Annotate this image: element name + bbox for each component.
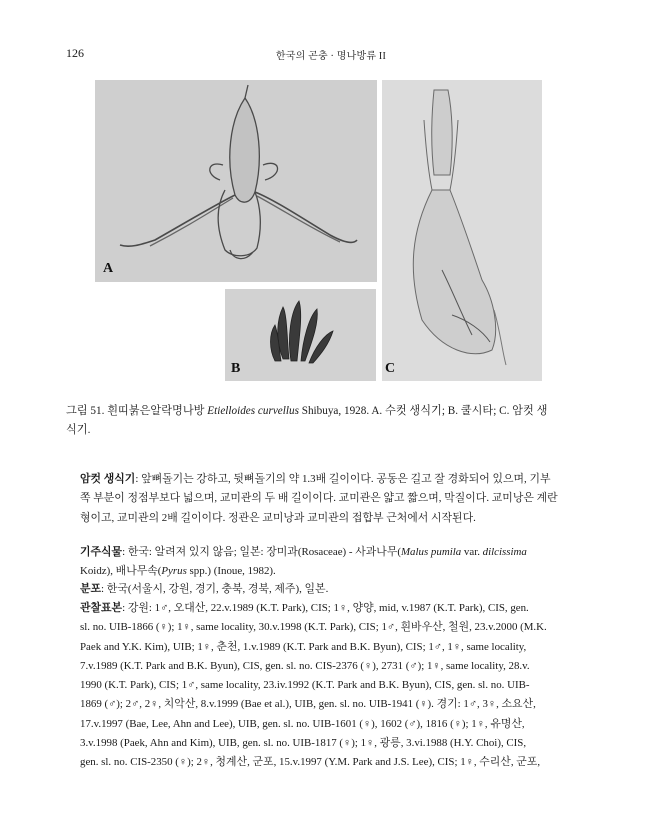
- male-genitalia-drawing: [95, 80, 377, 282]
- specimens-line-7: 17.v.1997 (Bae, Lee, Ahn and Lee), UIB, gen. sl. no. UIB-1601 (♀), 1602 (♂), 1816 (♀); 1♀, 유명산,: [80, 717, 525, 730]
- host-line-2: [66, 562, 592, 581]
- female-line-2: 쪽 부분이 정점부보다 넓으며, 교미관의 두 배 길이이다. 교미관은 얇고 짧으며, 막질이다. 교미낭은 계란: [80, 492, 558, 505]
- caption-species: Etielloides curvellus: [207, 405, 299, 417]
- female-genitalia-paragraph: [66, 470, 592, 528]
- figure-panel-a-male-genitalia: [95, 80, 377, 282]
- distribution-paragraph: [66, 580, 592, 599]
- distribution-text: : 한국(서울시, 강원, 경기, 충북, 경북, 제주), 일본.: [101, 583, 329, 595]
- figure-caption: [66, 402, 591, 440]
- specimens-line-2: sl. no. UIB-1866 (♀); 1♀, same locality, 30.v.1998 (K.T. Park), CIS; 1♂, 흰바우산, 철원, 23.v.2000 (M.K.: [80, 621, 547, 634]
- host-line1-b: var.: [461, 546, 483, 558]
- specimens-line-5: 1990 (K.T. Park), CIS; 1♂, same locality, 23.iv.1992 (K.T. Park and B.K. Byun), CIS, gen. sl. no. UIB-: [80, 679, 530, 692]
- host-line2-a: Koidz), 배나무속(: [80, 565, 162, 578]
- host-line1-a: : 한국: 알려져 있지 않음; 일본: 장미과(Rosaceae) - 사과나무(: [122, 546, 401, 558]
- specimens-line-4: 7.v.1989 (K.T. Park and B.K. Byun), CIS, gen. sl. no. CIS-2376 (♀), 2731 (♂); 1♀, same locality, 28.v.: [80, 659, 530, 672]
- caption-rest-2: 식기.: [66, 424, 91, 436]
- caption-prefix: 그림 51. 흰띠붉은알락명나방: [66, 405, 208, 417]
- host-line1-species: Malus pumila: [400, 546, 462, 558]
- figure-panel-b-culcita: [225, 289, 376, 381]
- page-number: 126: [66, 46, 84, 60]
- panel-label-b: B: [231, 361, 241, 376]
- distribution-heading: 분포: [80, 583, 102, 595]
- female-heading: 암컷 생식기: [80, 473, 136, 485]
- panel-label-c: C: [385, 361, 396, 376]
- culcita-drawing: [225, 289, 376, 381]
- specimens-line-6: 1869 (♂); 2♂, 2♀, 치악산, 8.v.1999 (Bae et al.), UIB, gen. sl. no. UIB-1941 (♀). 경기: 1♂, 3♀, 소요산,: [80, 698, 536, 711]
- specimens-line-9: gen. sl. no. CIS-2350 (♀); 2♀, 청계산, 군포, 15.v.1997 (Y.M. Park and J.S. Lee), CIS; 1♀, 수리산, 군포,: [80, 756, 541, 769]
- female-line-1: : 앞뼈돌기는 강하고, 뒷뼈돌기의 약 1.3배 길이이다. 공동은 길고 잘 경화되어 있으며, 기부: [135, 473, 551, 485]
- specimens-heading: 관찰표본: [80, 602, 123, 614]
- panel-label-a: A: [103, 261, 114, 276]
- female-genitalia-drawing: [382, 80, 542, 381]
- host-line1-variety: dilcissima: [482, 546, 527, 558]
- female-line-3: 형이고, 교미관의 2배 길이이다. 정관은 교미낭과 교미관의 접합부 근처에서 시작된다.: [80, 511, 476, 524]
- host-plants-paragraph: [66, 543, 592, 582]
- host-heading: 기주식물: [80, 546, 123, 558]
- specimens-line-8: 3.v.1998 (Paek, Ahn and Kim), UIB, gen. sl. no. UIB-1817 (♀); 1♀, 광릉, 3.vi.1988 (H.Y. Choi), CIS,: [80, 737, 527, 750]
- figure-panel-c-female-genitalia: [382, 80, 542, 381]
- specimens-line-1: : 강원: 1♂, 오대산, 22.v.1989 (K.T. Park), CIS; 1♀, 양양, mid, v.1987 (K.T. Park), CIS, gen.: [122, 602, 529, 614]
- host-line2-species: Pyrus: [161, 565, 187, 578]
- caption-rest-1: Shibuya, 1928. A. 수컷 생식기; B. 쿨시타; C. 암컷 생: [298, 405, 548, 417]
- running-head: 한국의 곤충 · 명나방류 II: [275, 51, 386, 62]
- host-line2-b: spp.) (Inoue, 1982).: [186, 565, 276, 578]
- specimens-line-3: Paek and Y.K. Kim), UIB; 1♀, 춘천, 1.v.1989 (K.T. Park and B.K. Byun), CIS; 1♂, 1♀, same locality,: [80, 640, 527, 653]
- specimens-paragraph: [66, 599, 592, 773]
